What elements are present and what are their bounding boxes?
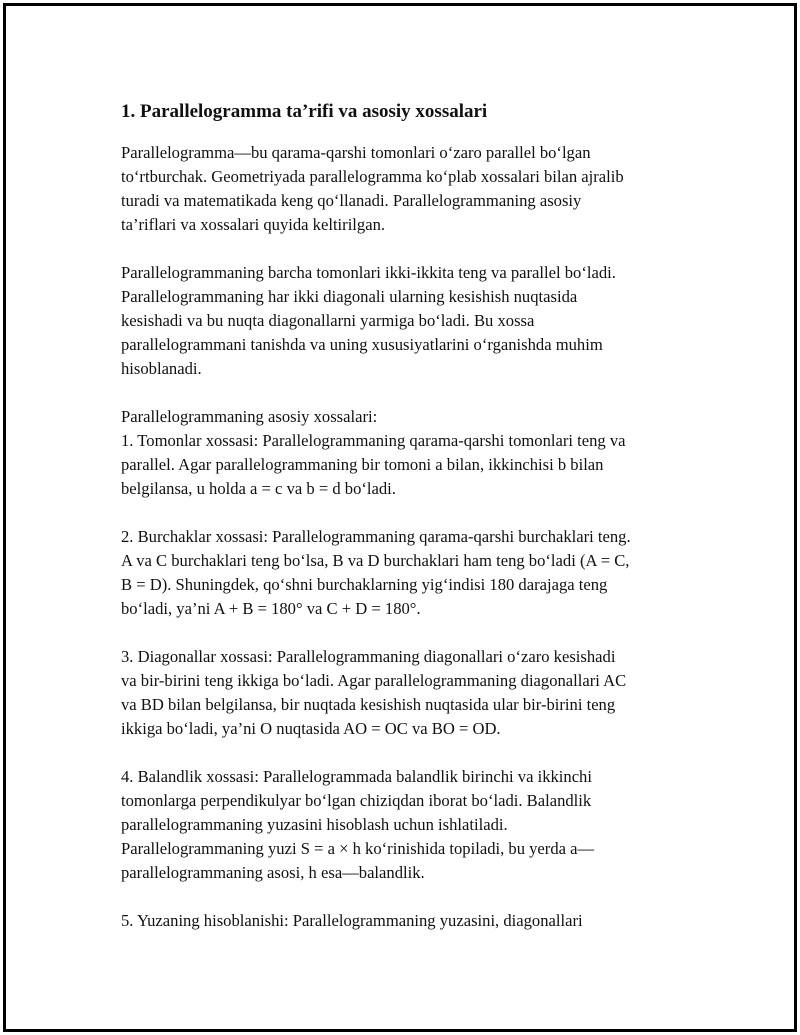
text-line: Parallelogrammaning yuzi S = a × h ko‘rinishida topiladi, bu yerda a— [121, 839, 595, 858]
text-line: belgilansa, u holda a = c va b = d bo‘ladi. [121, 479, 396, 498]
text-line: parallelogrammaning asosi, h esa—balandlik. [121, 863, 425, 882]
text-line: hisoblanadi. [121, 359, 202, 378]
text-line: Parallelogramma—bu qarama-qarshi tomonlari o‘zaro parallel bo‘lgan [121, 143, 591, 162]
paragraph-sides-property [121, 405, 711, 501]
paragraph-height-property [121, 765, 711, 885]
text-line: va BD bilan belgilansa, bir nuqtada kesishish nuqtasida ular bir-birini teng [121, 695, 616, 714]
paragraph-area-calculation [121, 909, 711, 933]
text-line: 4. Balandlik xossasi: Parallelogrammada balandlik birinchi va ikkinchi [121, 767, 592, 786]
text-line: A va C burchaklari teng bo‘lsa, B va D burchaklari ham teng bo‘ladi (A = C, [121, 551, 630, 570]
text-line: tomonlarga perpendikulyar bo‘lgan chiziqdan iborat bo‘ladi. Balandlik [121, 791, 592, 810]
text-line: parallel. Agar parallelogrammaning bir tomoni a bilan, ikkinchisi b bilan [121, 455, 604, 474]
text-line: parallelogrammaning yuzasini hisoblash uchun ishlatiladi. [121, 815, 508, 834]
text-line: bo‘ladi, ya’ni A + B = 180° va C + D = 180°. [121, 599, 421, 618]
text-line: 1. Tomonlar xossasi: Parallelogrammaning qarama-qarshi tomonlari teng va [121, 431, 626, 450]
text-line: parallelogrammani tanishda va uning xususiyatlarini o‘rganishda muhim [121, 335, 603, 354]
paragraph-angles-property [121, 525, 711, 621]
document-body [121, 100, 711, 957]
text-line: Parallelogrammaning har ikki diagonali ularning kesishish nuqtasida [121, 287, 578, 306]
text-line: B = D). Shuningdek, qo‘shni burchaklarning yig‘indisi 180 darajaga teng [121, 575, 608, 594]
text-line: 3. Diagonallar xossasi: Parallelogrammaning diagonallari o‘zaro kesishadi [121, 647, 616, 666]
text-line: to‘rtburchak. Geometriyada parallelogramma ko‘plab xossalari bilan ajralib [121, 167, 624, 186]
paragraph-general-properties [121, 261, 711, 381]
page-frame [3, 3, 797, 1032]
text-line: 5. Yuzaning hisoblanishi: Parallelogrammaning yuzasini, diagonallari [121, 911, 583, 930]
text-line: 2. Burchaklar xossasi: Parallelogrammaning qarama-qarshi burchaklari teng. [121, 527, 631, 546]
paragraph-definition [121, 141, 711, 237]
text-line: ikkiga bo‘ladi, ya’ni O nuqtasida AO = OC va BO = OD. [121, 719, 501, 738]
text-line: va bir-birini teng ikkiga bo‘ladi. Agar parallelogrammaning diagonallari AC [121, 671, 627, 690]
text-line: Parallelogrammaning barcha tomonlari ikki-ikkita teng va parallel bo‘ladi. [121, 263, 616, 282]
text-line: ta’riflari va xossalari quyida keltirilgan. [121, 215, 386, 234]
text-line: turadi va matematikada keng qo‘llanadi. Parallelogrammaning asosiy [121, 191, 582, 210]
paragraph-diagonals-property [121, 645, 711, 741]
text-line: kesishadi va bu nuqta diagonallarni yarmiga bo‘ladi. Bu xossa [121, 311, 535, 330]
text-line: Parallelogrammaning asosiy xossalari: [121, 407, 378, 426]
section-heading: 1. Parallelogramma ta’rifi va asosiy xossalari [121, 101, 488, 122]
